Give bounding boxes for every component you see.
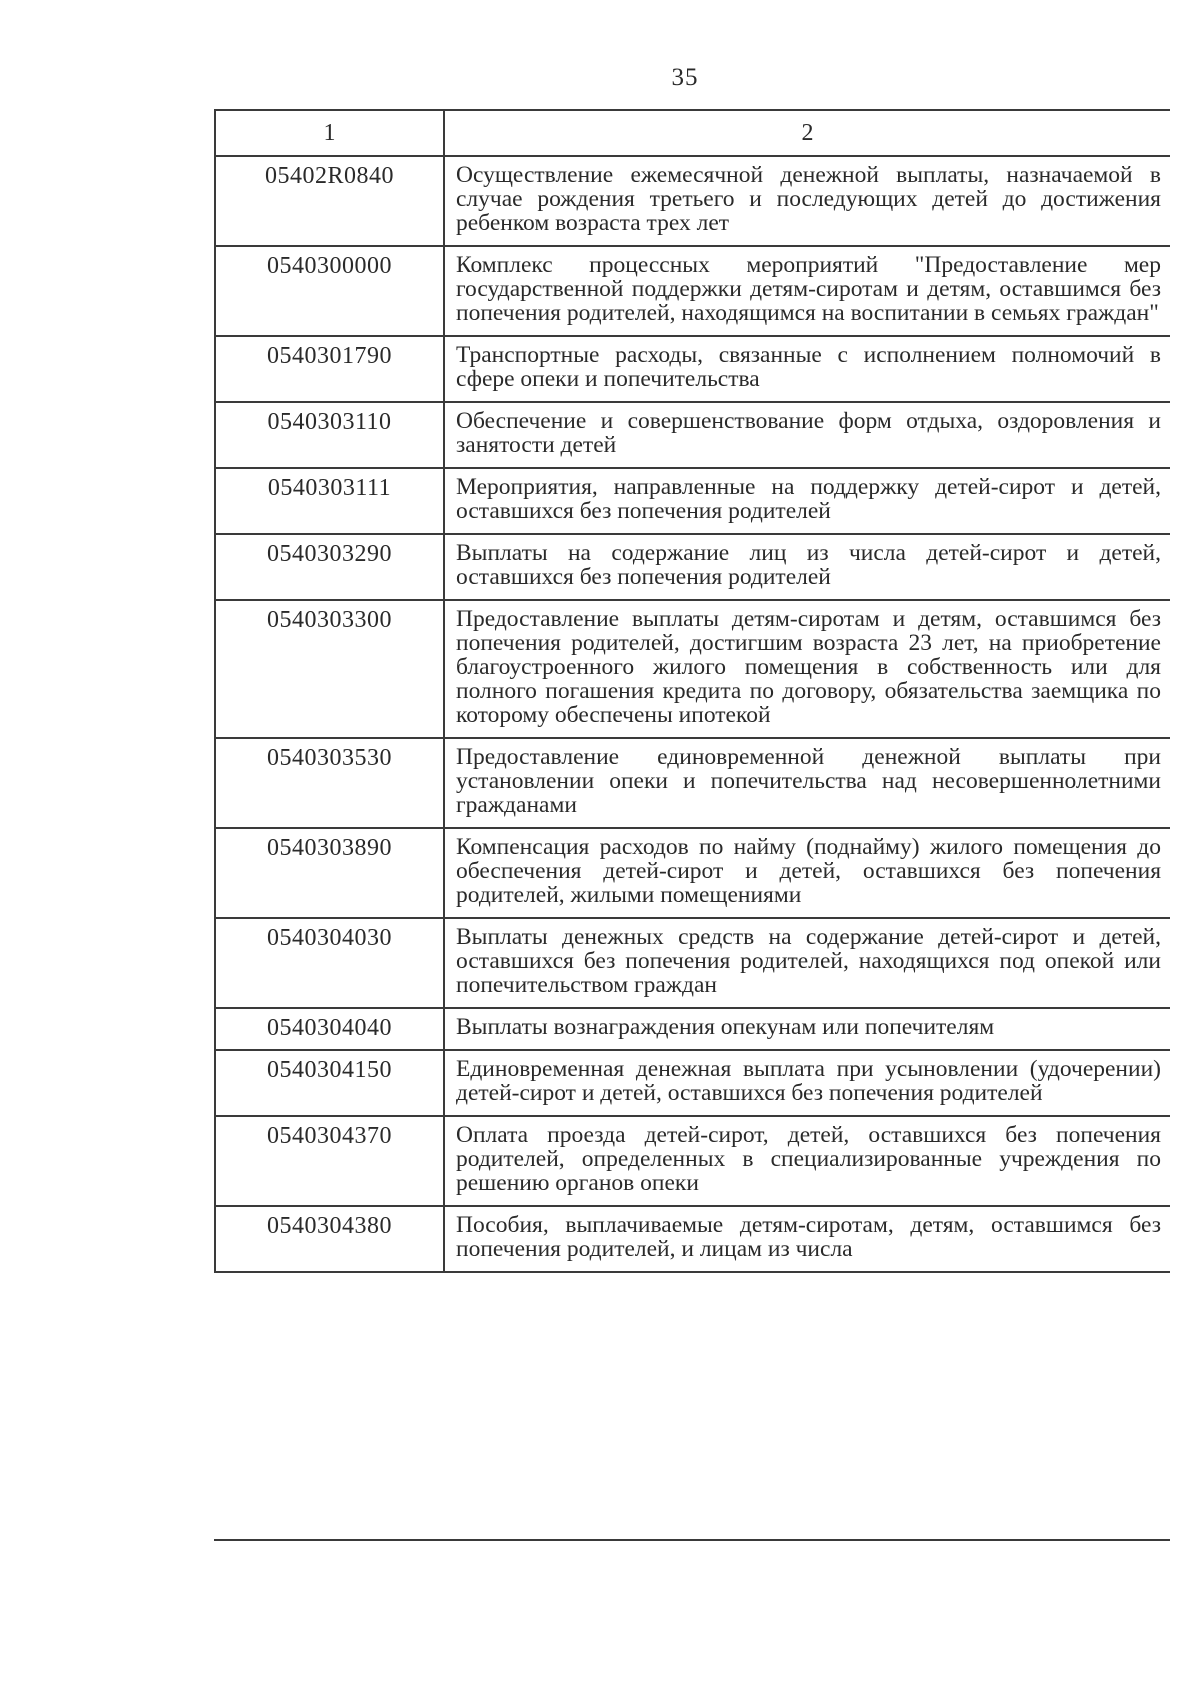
row-description-cell: Транспортные расходы, связанные с исполнением полномочий в сфере опеки и попечительства	[444, 336, 1170, 402]
row-code-cell: 0540304380	[215, 1206, 444, 1272]
row-description-cell: Мероприятия, направленные на поддержку детей-сирот и детей, оставшихся без попечения родителей	[444, 468, 1170, 534]
row-code-cell: 0540304370	[215, 1116, 444, 1206]
table-row	[215, 1008, 1170, 1050]
row-description-cell: Выплаты вознаграждения опекунам или попечителям	[444, 1008, 1170, 1050]
row-code-cell: 0540303110	[215, 402, 444, 468]
table-row	[215, 246, 1170, 336]
table-row	[215, 468, 1170, 534]
row-code-cell: 0540300000	[215, 246, 444, 336]
table-row	[215, 336, 1170, 402]
table-header-row	[215, 110, 1170, 156]
row-description-cell: Обеспечение и совершенствование форм отдыха, оздоровления и занятости детей	[444, 402, 1170, 468]
budget-codes-table-container	[214, 109, 1170, 1541]
row-description-cell: Компенсация расходов по найму (поднайму) жилого помещения до обеспечения детей-сирот и детей, оставшихся без попечения родителей, жилыми помещениями	[444, 828, 1170, 918]
table-row	[215, 1206, 1170, 1272]
table-row	[215, 1050, 1170, 1116]
page-number: 35	[671, 64, 699, 91]
row-description-cell: Пособия, выплачиваемые детям-сиротам, детям, оставшимся без попечения родителей, и лицам из числа	[444, 1206, 1170, 1272]
row-description-cell: Осуществление ежемесячной денежной выплаты, назначаемой в случае рождения третьего и последующих детей до достижения ребенком возраста трех лет	[444, 156, 1170, 246]
budget-codes-table	[214, 109, 1170, 1273]
table-row	[215, 1116, 1170, 1206]
row-description-cell: Предоставление выплаты детям-сиротам и детям, оставшимся без попечения родителей, достигшим возраста 23 лет, на приобретение благоустроенного жилого помещения в собственность или для полного погашения кредита по договору, обязательства заемщика по которому обеспечены ипотекой	[444, 600, 1170, 738]
row-code-cell: 0540303300	[215, 600, 444, 738]
table-row	[215, 156, 1170, 246]
table-row	[215, 918, 1170, 1008]
row-description-cell: Единовременная денежная выплата при усыновлении (удочерении) детей-сирот и детей, оставшихся без попечения родителей	[444, 1050, 1170, 1116]
row-description-cell: Выплаты денежных средств на содержание детей-сирот и детей, оставшихся без попечения родителей, находящихся под опекой или попечительством граждан	[444, 918, 1170, 1008]
row-code-cell: 05402R0840	[215, 156, 444, 246]
row-description-cell: Выплаты на содержание лиц из числа детей-сирот и детей, оставшихся без попечения родителей	[444, 534, 1170, 600]
row-description-cell: Комплекс процессных мероприятий "Предоставление мер государственной поддержки детям-сиротам и детям, оставшимся без попечения родителей, находящимся на воспитании в семьях граждан"	[444, 246, 1170, 336]
table-row	[215, 738, 1170, 828]
row-code-cell: 0540303530	[215, 738, 444, 828]
row-code-cell: 0540303290	[215, 534, 444, 600]
row-description-cell: Оплата проезда детей-сирот, детей, оставшихся без попечения родителей, определенных в специализированные учреждения по решению органов опеки	[444, 1116, 1170, 1206]
table-row	[215, 402, 1170, 468]
row-code-cell: 0540303890	[215, 828, 444, 918]
table-row	[215, 600, 1170, 738]
row-code-cell: 0540301790	[215, 336, 444, 402]
row-code-cell: 0540304150	[215, 1050, 444, 1116]
table-row	[215, 534, 1170, 600]
table-body	[215, 156, 1170, 1272]
table-row	[215, 828, 1170, 918]
row-code-cell: 0540304040	[215, 1008, 444, 1050]
row-code-cell: 0540303111	[215, 468, 444, 534]
row-description-cell: Предоставление единовременной денежной выплаты при установлении опеки и попечительства над несовершеннолетними гражданами	[444, 738, 1170, 828]
row-code-cell: 0540304030	[215, 918, 444, 1008]
column-header-code: 1	[215, 110, 444, 156]
column-header-description: 2	[444, 110, 1170, 156]
